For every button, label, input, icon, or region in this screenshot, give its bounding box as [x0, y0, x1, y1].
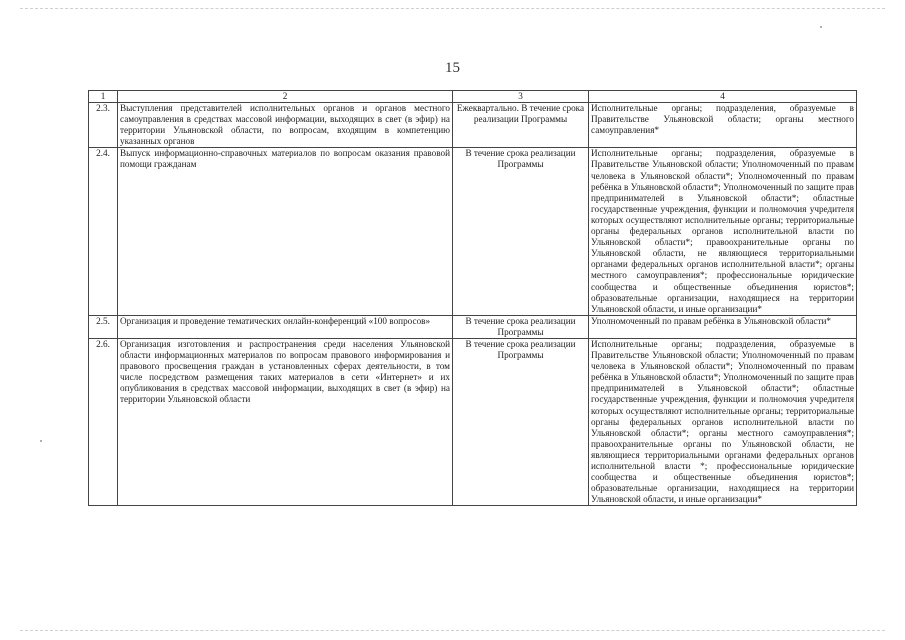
column-number: 2: [118, 91, 453, 103]
column-number: 1: [89, 91, 118, 103]
item-number: 2.3.: [89, 103, 118, 148]
responsible-executors: Исполнительные органы; подразделения, образуемые в Правительстве Ульяновской области; Уполномоченный по правам человека в Ульяновской области*; Уполномоченный по правам ребёнка в Ульяновской области*; Уполномоченный по защите прав предпринимателей в Ульяновской области*; областные государственные учреждения, функции и полномочия учредителя которых осуществляют исполнительные органы; территориальные органы федеральных органов исполнительной власти по Ульяновской области*; правоохранительные органы по Ульяновской области, не являющиеся территориальными органами федеральных органов исполнительной власти*; органы местного самоуправления*; профессиональные юридические сообщества и общественные объединения юристов*; образовательные организации, находящиеся на территории Ульяновской области, и иные организации*: [589, 148, 857, 315]
table-row: [89, 148, 857, 315]
scan-edge-bottom: [20, 630, 885, 631]
column-number-row: [89, 91, 857, 103]
item-number: 2.6.: [89, 338, 118, 505]
activity-description: Организация и проведение тематических онлайн-конференций «100 вопросов»: [118, 315, 453, 338]
activity-description: Выступления представителей исполнительных органов и органов местного самоуправления в средствах массовой информации, выходящих в свет (в эфир) на территории Ульяновской области, по вопросам, входящим в компетенцию указанных органов: [118, 103, 453, 148]
program-activities-table: [88, 90, 857, 506]
column-number: 4: [589, 91, 857, 103]
scan-speck: [820, 26, 822, 28]
item-number: 2.4.: [89, 148, 118, 315]
table-row: [89, 103, 857, 148]
table-row: [89, 315, 857, 338]
responsible-executors: Уполномоченный по правам ребёнка в Ульяновской области*: [589, 315, 857, 338]
scan-speck: [40, 440, 42, 442]
scan-edge-top: [20, 8, 885, 9]
implementation-term: Ежеквартально. В течение срока реализации Программы: [453, 103, 589, 148]
item-number: 2.5.: [89, 315, 118, 338]
responsible-executors: Исполнительные органы; подразделения, образуемые в Правительстве Ульяновской области; Уполномоченный по правам человека в Ульяновской области*; Уполномоченный по правам ребёнка в Ульяновской области*; Уполномоченный по защите прав предпринимателей в Ульяновской области*; областные государственные учреждения, функции и полномочия учредителя которых осуществляют исполнительные органы; территориальные органы федеральных органов исполнительной власти по Ульяновской области*; органы местного самоуправления*; правоохранительные органы по Ульяновской области, не являющиеся территориальными органами федеральных органов исполнительной власти *; профессиональные юридические сообщества и общественные объединения юристов*; образовательные организации, находящиеся на территории Ульяновской области, и иные организации*: [589, 338, 857, 505]
responsible-executors: Исполнительные органы; подразделения, образуемые в Правительстве Ульяновской области; органы местного самоуправления*: [589, 103, 857, 148]
implementation-term: В течение срока реализации Программы: [453, 315, 589, 338]
column-number: 3: [453, 91, 589, 103]
implementation-term: В течение срока реализации Программы: [453, 338, 589, 505]
table-row: [89, 338, 857, 505]
page-number: 15: [445, 60, 460, 76]
activity-description: Организация изготовления и распространения среди населения Ульяновской области информационных материалов по вопросам правового информирования и правового просвещения граждан в установленных сферах деятельности, в том числе посредством размещения таких материалов в сети «Интернет» и их опубликования в средствах массовой информации, выходящих в свет (в эфир) на территории Ульяновской области: [118, 338, 453, 505]
implementation-term: В течение срока реализации Программы: [453, 148, 589, 315]
activity-description: Выпуск информационно-справочных материалов по вопросам оказания правовой помощи гражданам: [118, 148, 453, 315]
